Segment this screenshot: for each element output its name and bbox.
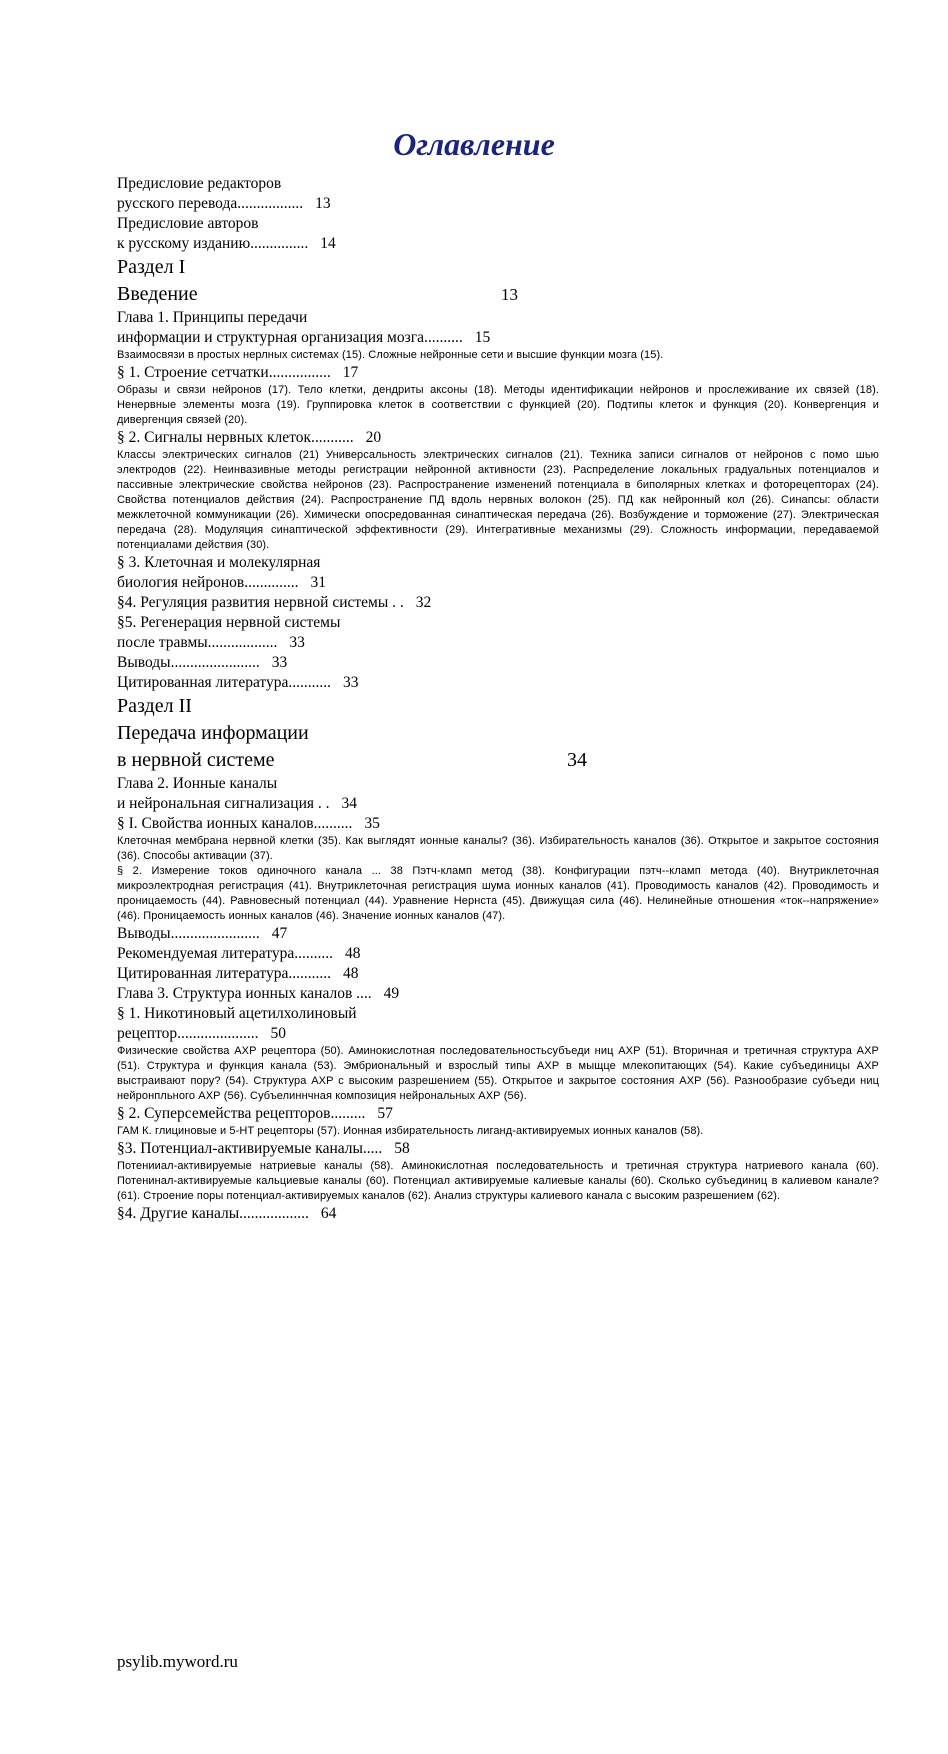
toc-description: Взаимосвязи в простых нерлных системах (15). Сложные нейронные сети и высшие функции мозга (15). (117, 349, 664, 361)
toc-entry: Рекомендуемая литература.......... 48 (117, 945, 361, 962)
toc-description: Потенииал-активируемые натриевые каналы (58). Аминокислотная последовательность и третичная структура натриевого канала (60). Потенинал-активируемые кальциевые каналы (60). Потенциал активируемые калиевые каналы (60). Сколько субъединиц в калиевом канале? (61). Строение поры потенциал-активируемых каналов (62). Анализ структуры калиевого канала с высоким разрешением (62). (117, 1160, 879, 1202)
toc-description: Образы и связи нейронов (17). Тело клетки, дендриты аксоны (18). Методы идентификации нейронов и прослеживание их связей (18). Ненервные элементы мозга (19). Группировка клеток в соответствии с функцией (20). Подтипы клеток и функция (20). Конвергенция и дивергенция связей (20). (117, 384, 879, 426)
section-label: Раздел I (117, 256, 186, 278)
toc-entry: Предисловие редакторов (117, 175, 282, 192)
table-of-contents (117, 174, 879, 1224)
toc-entry: §4. Другие каналы.................. 64 (117, 1205, 337, 1222)
page-number: 33 (343, 674, 359, 691)
section-label: Раздел II (117, 695, 192, 717)
section-title: в нервной системе 34 (117, 747, 879, 774)
toc-description: ГАМ К. глициновые и 5-НТ рецепторы (57). Ионная избирательность лиганд-активируемых ионных каналов (58). (117, 1125, 704, 1137)
page-number: 50 (270, 1025, 287, 1042)
section-title: Введение 13 (117, 281, 879, 308)
toc-entry: рецептор..................... 50 (117, 1025, 287, 1042)
page-number: 14 (320, 235, 336, 252)
toc-entry: §4. Регуляция развития нервной системы . . 32 (117, 594, 432, 611)
page-number: 34 (341, 795, 358, 812)
page-number: 47 (271, 925, 288, 942)
toc-entry: § 3. Клеточная и молекулярная (117, 554, 321, 571)
page-number: 20 (365, 429, 382, 446)
page-number: 17 (342, 364, 359, 381)
page-number: 64 (320, 1205, 337, 1222)
toc-entry: информации и структурная организация мозга.......... 15 (117, 329, 491, 346)
toc-entry: §5. Регенерация нервной системы (117, 614, 341, 631)
toc-entry: § 1. Никотиновый ацетилхолиновый (117, 1005, 357, 1022)
page-number: 33 (271, 654, 288, 671)
page-number: 58 (394, 1140, 410, 1157)
toc-entry: Цитированная литература........... 33 (117, 674, 359, 691)
toc-entry: Глава 2. Ионные каналы (117, 775, 278, 792)
toc-entry: § 2. Сигналы нервных клеток........... 20 (117, 429, 382, 446)
toc-entry: русского перевода................. 13 (117, 195, 331, 212)
toc-description: § 2. Измерение токов одиночного канала ... 38 Пэтч-кламп метод (38). Конфигурации пэтч--кламп метода (40). Внутриклеточная микроэлектродная регистрация (41). Внутриклеточная регистрация шума ионных каналов (41). Проводимость каналов (42). Проводимость и проницаемость (44). Равновесный потенциал (44). Уравнение Нернста (45). Движущая сила (46). Нелинейные отношения «ток--напряжение» (46). Проницаемость ионных каналов (46). Значение ионных каналов (47). (117, 865, 879, 922)
toc-entry: Предисловие авторов (117, 215, 259, 232)
page-number: 15 (474, 329, 491, 346)
toc-entry: § I. Свойства ионных каналов.......... 35 (117, 815, 380, 832)
page-number: 13 (315, 195, 331, 212)
page-number: 31 (310, 574, 326, 591)
page-number: 33 (289, 634, 305, 651)
toc-entry: Глава 3. Структура ионных каналов .... 49 (117, 985, 400, 1002)
toc-entry: § 1. Строение сетчатки................ 17 (117, 364, 359, 381)
page-number: 13 (501, 285, 518, 304)
toc-entry: биология нейронов.............. 31 (117, 574, 326, 591)
toc-entry: к русскому изданию............... 14 (117, 235, 336, 252)
toc-entry: Глава 1. Принципы передачи (117, 309, 308, 326)
page-number: 49 (383, 985, 400, 1002)
toc-entry: §3. Потенциал-активируемые каналы..... 58 (117, 1140, 410, 1157)
footer-site-label: psylib.myword.ru (117, 1652, 238, 1671)
toc-entry: Выводы....................... 33 (117, 654, 288, 671)
toc-entry: § 2. Суперсемейства рецепторов......... 57 (117, 1105, 393, 1122)
toc-description: Физические свойства АХР рецептора (50). Аминокислотная последовательностьсубъеди ниц АХР (51). Вторичная и третичная структура АХР (51). Структура и функция канала (53). Эмбриональный и взрослый типы АХР в мыщце млекопитающих (54). Какие субъединицы АХР выстраивают пору? (54). Структура АХР с высоким разрешением (55). Открытое и закрытое состояния АХР (56). Разнообразие субъеди ниц нейронпльного АХР (56). Субъелиннчная композиция нейрональных АХР (56). (117, 1045, 879, 1102)
toc-entry: Выводы....................... 47 (117, 925, 288, 942)
toc-entry: после травмы.................. 33 (117, 634, 305, 651)
page-number: 48 (343, 965, 359, 982)
page-number: 48 (345, 945, 361, 962)
toc-entry: и нейрональная сигнализация . . 34 (117, 795, 358, 812)
page-number: 57 (377, 1105, 393, 1122)
page-number: 34 (567, 749, 587, 771)
section-title: Передача информации (117, 722, 309, 744)
page-title: Оглавление (393, 126, 555, 162)
toc-entry: Цитированная литература........... 48 (117, 965, 359, 982)
toc-description: Клеточная мембрана нервной клетки (35). Как выглядят ионные каналы? (36). Избирательность каналов (36). Открытое и закрытое состояния (36). Способы активации (37). (117, 835, 879, 862)
page-number: 35 (364, 815, 380, 832)
toc-description: Классы электрических сигналов (21) Универсальность электрических сигналов (21). Техника записи сигналов от нейронов с помо шью электродов (22). Неинвазивные методы регистрации нейронной активности (23). Распределение локальных градуальных потенциалов и пассивные электрические свойства нейронов (23). Распространение изменений потенциала в биполярных клетках и фоторецепторах (24). Свойства потенциалов действия (24). Распространение ПД вдоль нервных волокон (25). ПД как нейронный кол (26). Синапсы: области межклеточной коммуникации (26). Химически опосредованная синаптическая передача (26). Возбуждение и торможение (27). Электрическая передача (28). Модуляция синаптической эффективности (29). Интегративные механизмы (29). Сложность информации, передаваемой потенциалами действия (30). (117, 449, 879, 551)
page-number: 32 (415, 594, 432, 611)
